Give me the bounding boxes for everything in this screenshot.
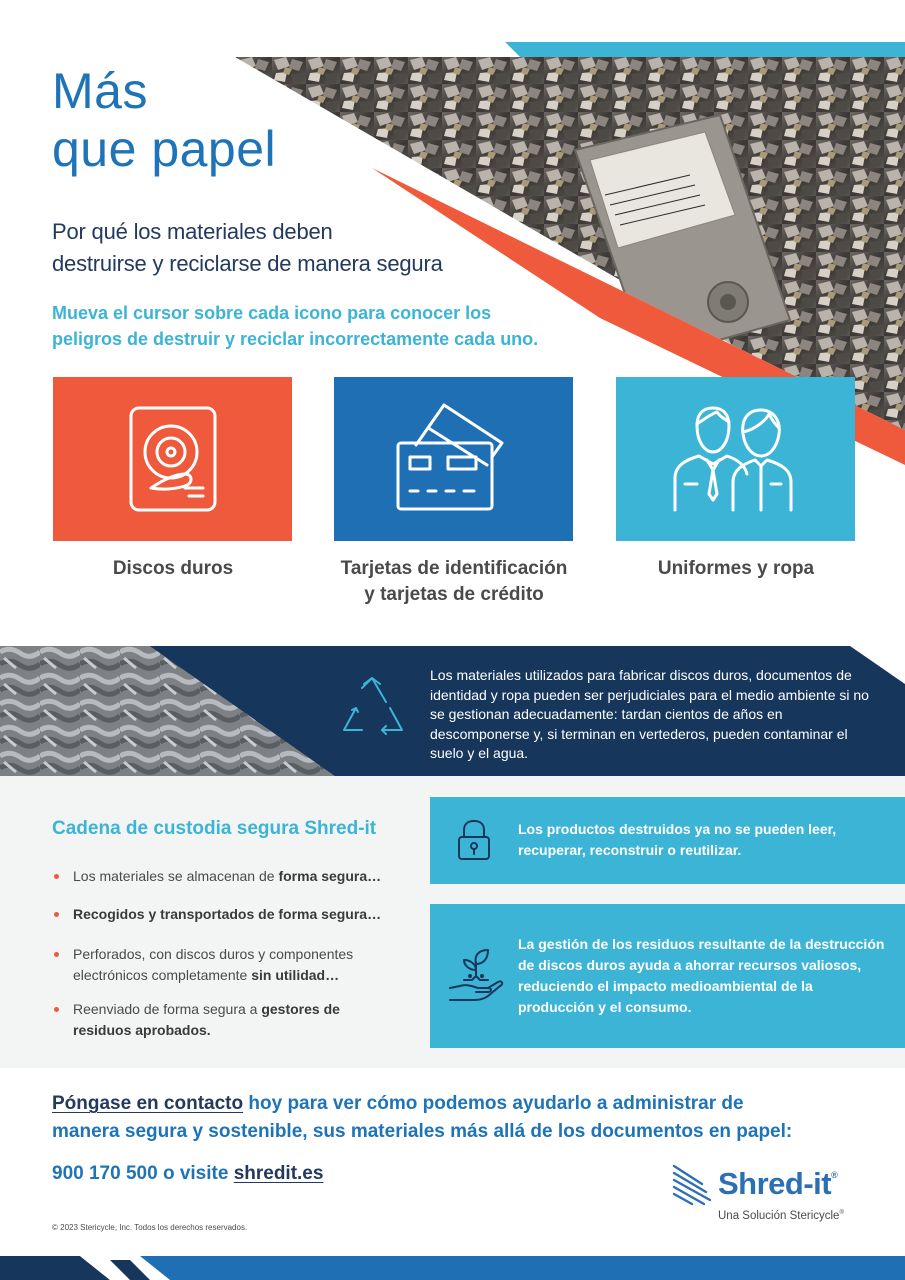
info-box-unreadable: Los productos destruidos ya no se pueden leer, recuperar, reconstruir o reutilizar. — [430, 797, 905, 884]
page-subtitle: Por qué los materiales deben destruirse y reciclarse de manera segura — [52, 219, 443, 276]
list-item: Perforados, con discos duros y componentes electrónicos completamente sin utilidad… — [52, 944, 372, 986]
contact-link[interactable]: Póngase en contacto — [52, 1093, 244, 1114]
page-title: Más que papel — [52, 63, 277, 177]
plant-in-hand-icon — [448, 946, 504, 1002]
phone-number: 900 170 500 o visite — [52, 1163, 234, 1184]
uniform-people-icon — [671, 404, 801, 514]
shred-it-logo — [672, 1162, 872, 1232]
phone-line — [52, 1160, 323, 1188]
card-label-hard-drives: Discos duros — [112, 558, 234, 579]
custody-title: Cadena de custodia segura Shred-it — [52, 818, 377, 839]
list-item: Los materiales se almacenan de forma segura… — [52, 866, 412, 887]
hard-drive-icon — [123, 404, 223, 514]
card-hard-drives[interactable] — [53, 377, 292, 541]
copyright: © 2023 Stericycle, Inc. Todos los derechos reservados. — [52, 1223, 248, 1232]
card-label-uniforms: Uniformes y ropa — [657, 558, 815, 579]
environment-text: Los materiales utilizados para fabricar discos duros, documentos de identidad y ropa pueden ser perjudiciales para el medio ambiente si no se gestionan adecuadamente: tardan cientos de años en descomponerse y, si terminan en vertederos, pueden contaminar el suelo y el agua. — [430, 667, 869, 761]
padlock-icon — [456, 819, 492, 861]
website-link[interactable]: shredit.es — [233, 1163, 324, 1184]
credit-card-icon — [394, 399, 514, 519]
shred-it-logo-mark-icon — [672, 1164, 716, 1206]
list-item: Recogidos y transportados de forma segura… — [52, 904, 412, 925]
card-uniforms[interactable] — [616, 377, 855, 541]
custody-list — [52, 866, 412, 1041]
list-item: Reenviado de forma segura a gestores de residuos aprobados. — [52, 999, 352, 1041]
card-id-and-credit-cards[interactable] — [334, 377, 573, 541]
logo-wordmark: Shred-it® — [718, 1166, 838, 1201]
footer-bar — [0, 1256, 905, 1280]
hover-instruction: Mueva el cursor sobre cada icono para conocer los peligros de destruir y reciclar incorrectamente cada uno. — [52, 303, 539, 349]
info-box-waste-management: La gestión de los residuos resultante de la destrucción de discos duros ayuda a ahorrar recursos valiosos, reduciendo el impacto medioambiental de la producción y el consumo. — [430, 904, 905, 1048]
card-label-id-and-credit-cards: Tarjetas de identificación y tarjetas de crédito — [340, 558, 568, 605]
contact-paragraph: Póngase en contacto hoy para ver cómo podemos ayudarlo a administrar de manera segura y sostenible, sus materiales más allá de los documentos en papel: — [52, 1093, 793, 1142]
logo-tagline: Una Solución Stericycle® — [718, 1210, 844, 1222]
